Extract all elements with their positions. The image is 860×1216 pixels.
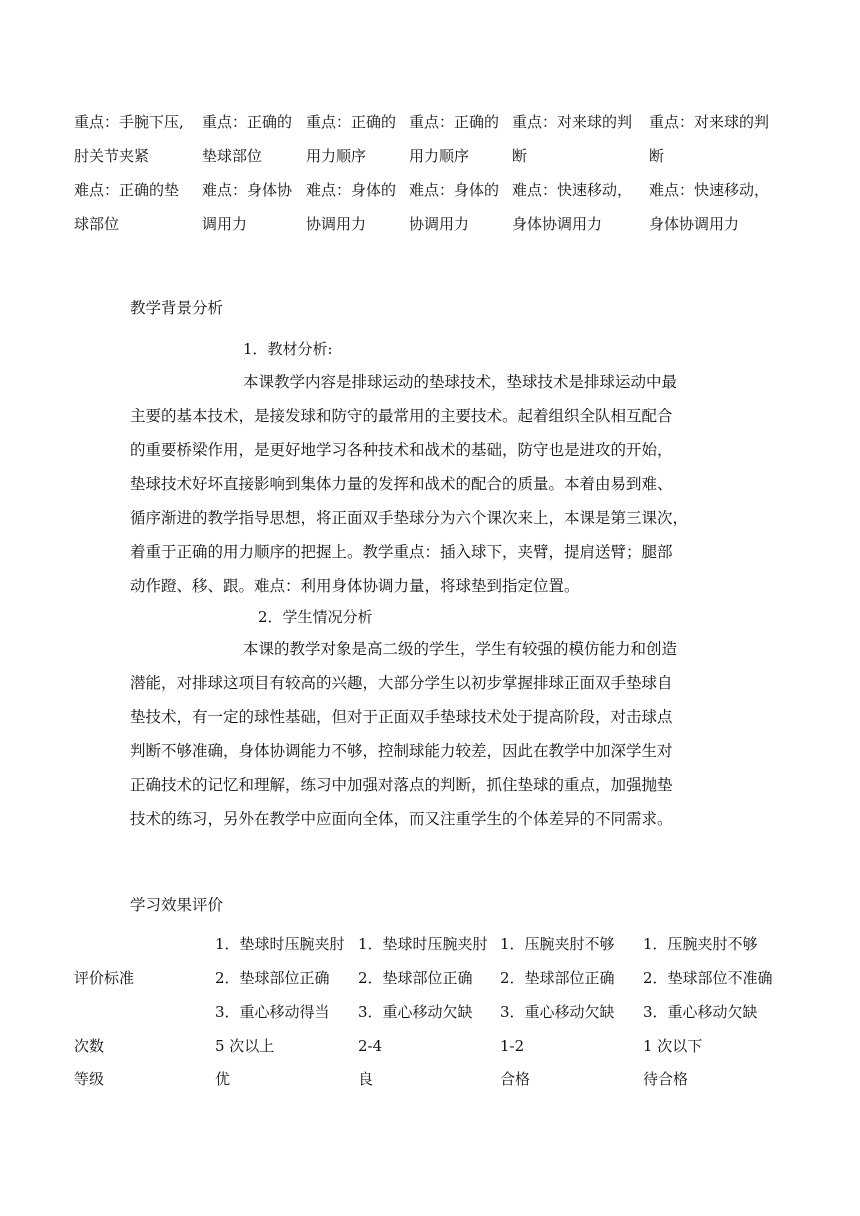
table-cell: 重点：正确的 <box>202 113 293 131</box>
paragraph <box>130 365 740 603</box>
table-cell: 难点：身体协 <box>202 181 293 199</box>
criteria-cell: 1．垫球时压腕夹肘 <box>215 935 345 953</box>
table-cell: 难点：快速移动， <box>512 181 633 199</box>
paragraph-line: 本课教学内容是排球运动的垫球技术，垫球技术是排球运动中最 <box>243 373 678 391</box>
table-cell: 难点：快速移动， <box>649 181 770 199</box>
table-cell: 重点：正确的 <box>306 113 397 131</box>
count-cell: 2-4 <box>358 1037 383 1055</box>
criteria-cell: 2．垫球部位正确 <box>358 969 473 987</box>
paragraph-line: 技术的练习，另外在教学中应面向全体，而又注重学生的个体差异的不同需求。 <box>130 810 673 828</box>
criteria-cell: 3．重心移动欠缺 <box>358 1003 473 1021</box>
grade-cell: 待合格 <box>643 1070 689 1088</box>
table-cell: 用力顺序 <box>409 147 470 165</box>
criteria-label: 评价标准 <box>74 969 135 987</box>
grade-cell: 良 <box>358 1070 374 1088</box>
section-heading: 学习效果评价 <box>130 896 224 914</box>
criteria-cell: 2．垫球部位正确 <box>215 969 330 987</box>
table-cell: 重点：对来球的判 <box>512 113 633 131</box>
subheading: 1．教材分析: <box>243 340 333 358</box>
paragraph <box>130 632 740 836</box>
paragraph-line: 垫球技术好坏直接影响到集体力量的发挥和战术的配合的质量。本着由易到难、 <box>130 475 673 493</box>
grade-cell: 优 <box>215 1070 231 1088</box>
paragraph-line: 主要的基本技术，是接发球和防守的最常用的主要技术。起着组织全队相互配合 <box>130 407 673 425</box>
paragraph-line: 着重于正确的用力顺序的把握上。教学重点：插入球下，夹臂，提肩送臂；腿部 <box>130 543 673 561</box>
table-cell: 协调用力 <box>409 215 470 233</box>
paragraph-line: 动作蹬、移、跟。难点：利用身体协调力量，将球垫到指定位置。 <box>130 577 580 595</box>
paragraph-line: 垫技术，有一定的球性基础，但对于正面双手垫球技术处于提高阶段，对击球点 <box>130 708 673 726</box>
grade-cell: 合格 <box>500 1070 531 1088</box>
table-cell: 垫球部位 <box>202 147 263 165</box>
section-heading: 教学背景分析 <box>130 299 224 317</box>
table-cell: 断 <box>512 147 528 165</box>
criteria-cell: 3．重心移动欠缺 <box>500 1003 615 1021</box>
paragraph-line: 正确技术的记忆和理解，练习中加强对落点的判断，抓住垫球的重点，加强抛垫 <box>130 776 673 794</box>
count-cell: 1-2 <box>500 1037 525 1055</box>
criteria-cell: 2．垫球部位正确 <box>500 969 615 987</box>
criteria-cell: 2．垫球部位不准确 <box>643 969 773 987</box>
criteria-cell: 1．压腕夹肘不够 <box>500 935 615 953</box>
table-cell: 调用力 <box>202 215 248 233</box>
table-cell: 难点：身体的 <box>306 181 397 199</box>
grade-label: 等级 <box>74 1070 105 1088</box>
subheading: 2．学生情况分析 <box>258 608 373 626</box>
paragraph-line: 本课的教学对象是高二级的学生，学生有较强的模仿能力和创造 <box>243 640 678 658</box>
table-cell: 难点：身体的 <box>409 181 500 199</box>
paragraph-line: 循序渐进的教学指导思想，将正面双手垫球分为六个课次来上，本课是第三课次， <box>130 509 689 527</box>
table-cell: 重点：对来球的判 <box>649 113 770 131</box>
paragraph-line: 的重要桥梁作用，是更好地学习各种技术和战术的基础，防守也是进攻的开始， <box>130 441 673 459</box>
count-cell: 5 次以上 <box>215 1037 275 1055</box>
table-cell: 重点：正确的 <box>409 113 500 131</box>
table-cell: 断 <box>649 147 665 165</box>
table-cell: 球部位 <box>74 215 120 233</box>
criteria-cell: 3．重心移动得当 <box>215 1003 330 1021</box>
table-cell: 协调用力 <box>306 215 367 233</box>
table-cell: 肘关节夹紧 <box>74 147 150 165</box>
criteria-cell: 3．重心移动欠缺 <box>643 1003 758 1021</box>
table-cell: 难点：正确的垫 <box>74 181 180 199</box>
paragraph-line: 潜能，对排球这项目有较高的兴趣，大部分学生以初步掌握排球正面双手垫球自 <box>130 674 673 692</box>
paragraph-line: 判断不够准确，身体协调能力不够，控制球能力较差，因此在教学中加深学生对 <box>130 742 673 760</box>
table-cell: 用力顺序 <box>306 147 367 165</box>
table-cell: 身体协调用力 <box>512 215 603 233</box>
count-label: 次数 <box>74 1037 105 1055</box>
count-cell: 1 次以下 <box>643 1037 703 1055</box>
criteria-cell: 1．压腕夹肘不够 <box>643 935 758 953</box>
table-cell: 身体协调用力 <box>649 215 740 233</box>
table-cell: 重点：手腕下压, <box>74 113 184 131</box>
criteria-cell: 1．垫球时压腕夹肘 <box>358 935 488 953</box>
